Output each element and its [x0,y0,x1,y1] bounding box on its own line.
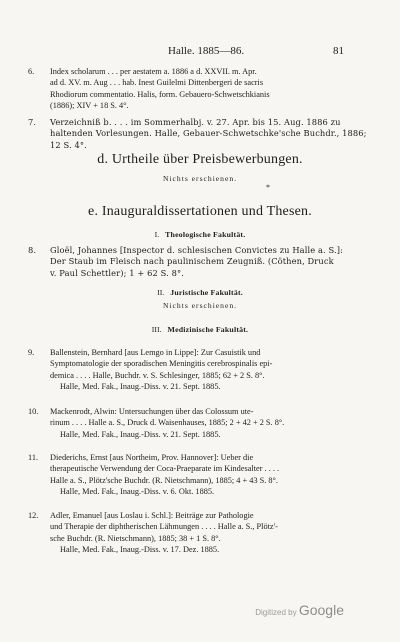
entry-line: Halle, Med. Fak., Inaug.-Diss. v. 21. Sept. 1885. [60,429,221,439]
entry-line: therapeutische Verwendung der Coca-Praeparate im Kindesalter . . . . [50,464,280,474]
faculty-numeral: III. [151,325,162,334]
faculty-name: Juristische Fakultät. [170,288,243,297]
section-heading-e: e. Inauguraldissertationen und Thesen. [88,204,312,219]
bib-entry-10 [28,406,368,440]
running-title: Halle. 1885—86. [168,45,245,57]
google-logo: Google [298,602,344,618]
entry-line: Diederichs, Ernst [aus Northeim, Prov. Hannover]: Ueber die [50,453,254,462]
entry-line: Halle, Med. Fak., Inaug.-Diss. v. 6. Okt. 1885. [60,487,215,497]
entry-line: ad d. XV. m. Aug . . . hab. Inest Guilelmi Dittenbergeri de sacris [50,78,264,88]
entry-line: Gloël, Johannes [Inspector d. schlesischen Convictes zu Halle a. S.]: [50,245,343,255]
entry-line: v. Paul Schettler); 1 + 62 S. 8°. [50,267,184,278]
bib-entry-8 [28,245,368,279]
bib-entry-12 [28,510,368,556]
entry-number: 12. [28,511,39,520]
entry-line: (1886); XIV + 18 S. 4°. [50,101,129,111]
faculty-heading-medicine [0,325,400,334]
entry-line: 12 S. 4°. [50,139,87,150]
faculty-heading-theology [0,230,400,239]
bib-entry-7 [28,117,368,151]
entry-line: rinum . . . . Halle a. S., Druck d. Waisenhauses, 1885; 2 + 42 + 2 S. 8°. [50,418,285,428]
running-header [0,45,400,59]
entry-number: 7. [28,117,37,127]
bib-entry-11 [28,452,368,498]
entry-line: Rhodiorum commentatio. Halis, form. Gebauero-Schwetschkianis [50,89,270,99]
entry-line: Halle, Med. Fak., Inaug.-Diss. v. 21. Sept. 1885. [60,382,221,392]
faculty-numeral: II. [157,288,165,297]
entry-line: und Therapie der diphtherischen Lähmungen . . . . Halle a. S., Plötz'- [50,522,278,532]
faculty-heading-law [0,288,400,297]
entry-line: Index scholarum . . . per aestatem a. 1886 a d. XXVII. m. Apr. [50,67,257,76]
faculty-name: Medizinische Fakultät. [167,325,249,334]
entry-number: 9. [28,348,35,357]
page-number: 81 [333,45,344,57]
entry-number: 6. [28,67,35,76]
entry-line: Der Staub im Fleisch nach paulinischem Zeugniß. (Cöthen, Druck [50,256,334,267]
section-heading-d: d. Urtheile über Preisbewerbungen. [97,152,303,167]
entry-number: 8. [28,245,37,255]
faculty-numeral: I. [154,230,160,239]
entry-line: Halle, Med. Fak., Inaug.-Diss. v. 17. Dez. 1885. [60,545,220,555]
stray-mark: * [266,183,270,192]
entry-line: Ballenstein, Bernhard [aus Lemgo in Lippe]: Zur Casuistik und [50,348,261,357]
entry-line: Halle a. S., Plötz'sche Buchdr. (R. Nietschmann), 1885; 4 + 43 S. 8°. [50,475,278,485]
section-d-note: Nichts erschienen. [162,174,238,183]
digitized-watermark [255,602,344,618]
bib-entry-9 [28,347,368,393]
entry-number: 11. [28,453,39,462]
bib-entry-6 [28,66,368,112]
entry-line: sche Buchdr. (R. Nietschmann), 1885; 38 + 1 S. 8°. [50,533,221,543]
entry-number: 10. [28,407,39,416]
entry-line: haltenden Vorlesungen. Halle, Gebauer-Schwetschke'sche Buchdr., 1886; [50,128,367,139]
entry-line: demica . . . . Halle, Buchdr. v. S. Schlesinger, 1885; 62 + 2 S. 8°. [50,370,265,380]
faculty-law-note: Nichts erschienen. [162,301,238,310]
watermark-prefix: Digitized by [255,608,297,617]
entry-line: Mackenrodt, Alwin: Untersuchungen über das Colossum ute- [50,407,254,416]
entry-line: Symptomatologie der sporadischen Meningitis cerebrospinalis epi- [50,359,273,369]
faculty-name: Theologische Fakultät. [165,230,246,239]
entry-line: Verzeichniß b. . . . im Sommerhalbj. v. 27. Apr. bis 15. Aug. 1886 zu [50,117,341,127]
entry-line: Adler, Emanuel [aus Loslau i. Schl.]: Beiträge zur Pathologie [50,511,254,520]
